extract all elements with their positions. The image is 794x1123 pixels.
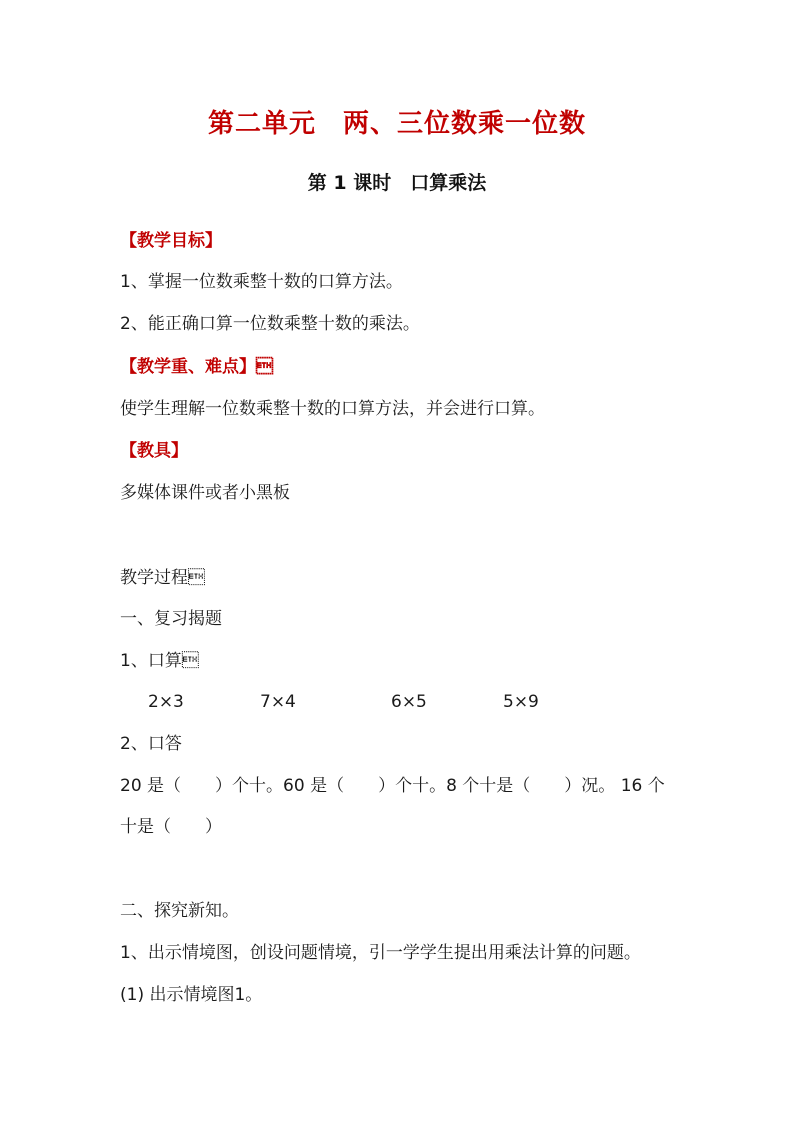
tools-text: 多媒体课件或者小黑板 <box>120 483 290 503</box>
tools-heading: 【教具】 <box>120 441 188 461</box>
key-points-heading: 【教学重、难点】 <box>120 357 256 377</box>
calc-item-2: 7×4 <box>260 692 296 712</box>
oral-calc-label: 1、口算 <box>120 651 199 671</box>
process-heading: 教学过程 <box>120 568 205 588</box>
page-title: 第二单元 两、三位数乘一位数 <box>207 109 586 139</box>
fill-blank-line-2: 十是（ ） <box>120 817 222 837</box>
objective-item-2: 2、能正确口算一位数乘整十数的乘法。 <box>120 314 420 334</box>
key-points-heading-suffix:  <box>256 357 273 377</box>
key-points-text: 使学生理解一位数乘整十数的口算方法，并会进行口算。 <box>120 399 545 419</box>
fill-blank-line-1: 20 是（ ）个十。60 是（ ）个十。8 个十是（ ）况。 16 个 <box>120 776 665 796</box>
calc-item-4: 5×9 <box>503 692 539 712</box>
lesson-subtitle: 第 1 课时 口算乘法 <box>307 172 487 194</box>
objectives-heading: 【教学目标】 <box>120 231 222 251</box>
explore-item-1: 1、出示情境图，创设问题情境，引一学学生提出用乘法计算的问题。 <box>120 943 641 963</box>
calc-item-3: 6×5 <box>391 692 427 712</box>
review-title: 一、复习揭题 <box>120 609 222 629</box>
calc-item-1: 2×3 <box>148 692 184 712</box>
oral-answer-label: 2、口答 <box>120 734 182 754</box>
key-points-heading-row <box>120 355 273 379</box>
explore-title: 二、探究新知。 <box>120 901 239 921</box>
objective-item-1: 1、掌握一位数乘整十数的口算方法。 <box>120 272 403 292</box>
explore-item-1-1: (1) 出示情境图1。 <box>120 985 263 1005</box>
